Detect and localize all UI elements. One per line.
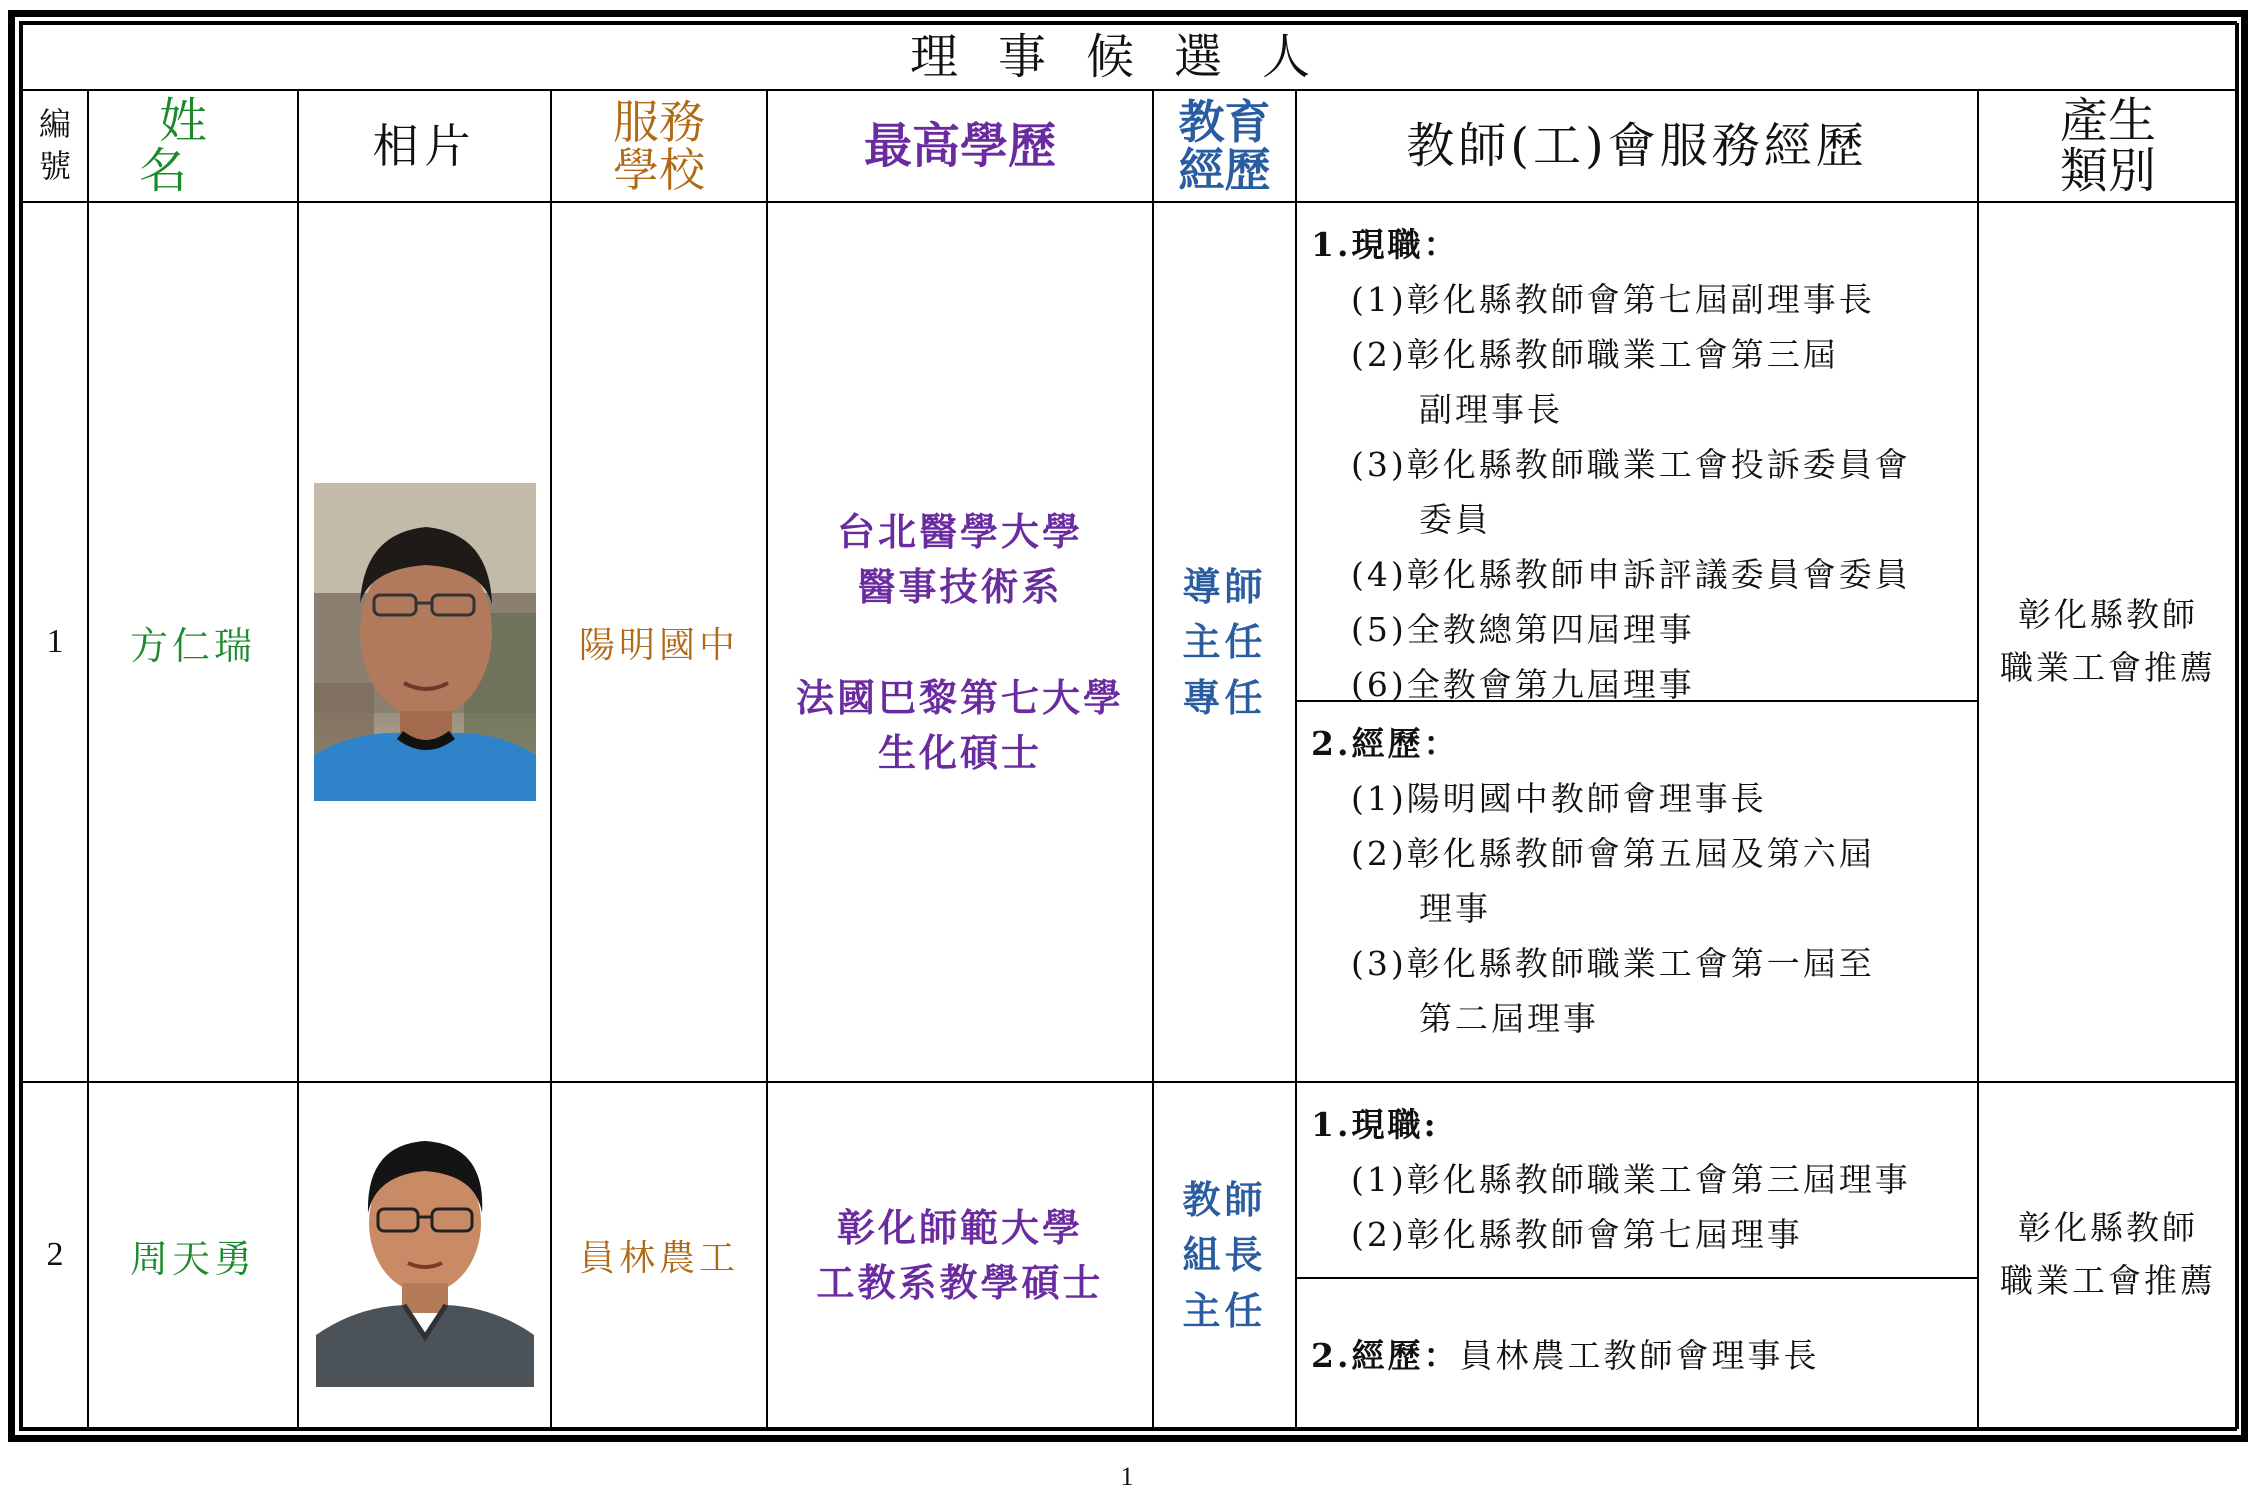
candidate-service-cell bbox=[1296, 202, 1978, 1082]
candidate-education-cell bbox=[767, 1082, 1153, 1428]
header-photo: 相片 bbox=[372, 118, 477, 173]
header-service: 教師(工)會服務經歷 bbox=[1406, 117, 1868, 174]
service-split bbox=[1297, 203, 1977, 1081]
candidate-type-cell bbox=[1978, 1082, 2238, 1428]
service-item: (3)彰化縣教師職業工會投訴委員會 bbox=[1351, 445, 1911, 484]
header-experience: 教育 經歷 bbox=[1178, 94, 1271, 197]
service-item: (1)陽明國中教師會理事長 bbox=[1351, 779, 1767, 818]
candidate-type: 彰化縣教師 職業工會推薦 bbox=[2000, 595, 2216, 687]
header-school: 服務 學校 bbox=[613, 94, 705, 197]
candidate-name: 周天勇 bbox=[88, 1082, 298, 1428]
header-education-cell bbox=[767, 90, 1153, 202]
candidate-photo-cell bbox=[298, 202, 551, 1082]
candidate-experience: 導師 主任 專任 bbox=[1182, 564, 1267, 720]
header-number: 編號 bbox=[39, 105, 72, 185]
candidate-service-cell bbox=[1296, 1082, 1978, 1428]
sheet-inner-border bbox=[19, 21, 2237, 1431]
service-item: (3)彰化縣教師職業工會第一屆至 bbox=[1351, 944, 1875, 983]
sheet-title: 理事候選人 bbox=[22, 24, 2238, 90]
header-type-cell bbox=[1978, 90, 2238, 202]
title-row bbox=[22, 24, 2238, 90]
service-item-continued: 理事 bbox=[1419, 889, 1491, 928]
header-name: 姓 名 bbox=[138, 92, 376, 199]
candidate-number: 2 bbox=[22, 1082, 88, 1428]
service-current-heading: 1.現職： bbox=[1311, 225, 1460, 264]
portrait-photo bbox=[314, 483, 536, 801]
portrait-photo-drawing bbox=[316, 1123, 534, 1387]
table-row bbox=[22, 202, 2238, 1082]
service-current-heading: 1.現職: bbox=[1311, 1105, 1439, 1144]
header-number-cell bbox=[22, 90, 88, 202]
service-history-section bbox=[1297, 700, 1977, 1081]
service-item: (2)彰化縣教師職業工會第三屆 bbox=[1351, 335, 1839, 374]
service-history-heading: 2.經歷： bbox=[1311, 1335, 1460, 1375]
header-row bbox=[22, 90, 2238, 202]
candidate-sheet bbox=[8, 10, 2248, 1442]
header-name-cell bbox=[88, 90, 376, 202]
header-school-cell bbox=[551, 90, 767, 202]
candidate-education-cell bbox=[767, 202, 1153, 1082]
service-item: (6)全教會第九屆理事 bbox=[1351, 665, 1695, 704]
service-current-section bbox=[1297, 1083, 1977, 1277]
service-item-continued: 委員 bbox=[1419, 500, 1491, 539]
candidate-experience: 教師 組長 主任 bbox=[1182, 1177, 1267, 1333]
candidate-experience-cell bbox=[1153, 1082, 1296, 1428]
page-number: 1 bbox=[1120, 1462, 1134, 1491]
service-history-section bbox=[1297, 1277, 1977, 1427]
service-item: (1)彰化縣教師會第七屆副理事長 bbox=[1351, 280, 1875, 319]
header-experience-cell bbox=[1153, 90, 1296, 202]
service-current-section bbox=[1297, 203, 1977, 704]
table-row bbox=[22, 1082, 2238, 1428]
header-type: 產生 類別 bbox=[2060, 92, 2157, 199]
service-history-text: 員林農工教師會理事長 bbox=[1459, 1335, 1820, 1375]
candidate-type: 彰化縣教師 職業工會推薦 bbox=[2000, 1208, 2216, 1300]
candidate-photo-cell bbox=[298, 1082, 551, 1428]
service-item: (1)彰化縣教師職業工會第三屆理事 bbox=[1351, 1160, 1911, 1199]
header-education: 最高學歷 bbox=[863, 117, 1056, 174]
header-service-cell bbox=[1296, 90, 1978, 202]
candidate-table bbox=[21, 23, 2239, 1429]
service-item: (2)彰化縣教師會第五屆及第六屆 bbox=[1351, 834, 1875, 873]
service-item: (5)全教總第四屆理事 bbox=[1351, 610, 1695, 649]
service-item-continued: 第二屆理事 bbox=[1419, 999, 1599, 1038]
candidate-type-cell bbox=[1978, 202, 2238, 1082]
candidate-school: 員林農工 bbox=[551, 1082, 767, 1428]
service-item: (2)彰化縣教師會第七屆理事 bbox=[1351, 1215, 1803, 1254]
candidate-school: 陽明國中 bbox=[551, 202, 767, 1082]
candidate-number: 1 bbox=[22, 202, 88, 1082]
candidate-experience-cell bbox=[1153, 202, 1296, 1082]
candidate-name: 方仁瑞 bbox=[88, 202, 298, 1082]
service-item-continued: 副理事長 bbox=[1419, 390, 1563, 429]
portrait-photo-drawing bbox=[314, 483, 536, 801]
candidate-education: 台北醫學大學 醫事技術系 法國巴黎第七大學 生化碩士 bbox=[795, 509, 1124, 775]
service-history-heading: 2.經歷： bbox=[1311, 724, 1460, 763]
service-split bbox=[1297, 1083, 1977, 1427]
candidate-education: 彰化師範大學 工教系教學碩士 bbox=[816, 1204, 1104, 1305]
service-item: (4)彰化縣教師申訴評議委員會委員 bbox=[1351, 555, 1911, 594]
portrait-photo bbox=[316, 1123, 534, 1387]
